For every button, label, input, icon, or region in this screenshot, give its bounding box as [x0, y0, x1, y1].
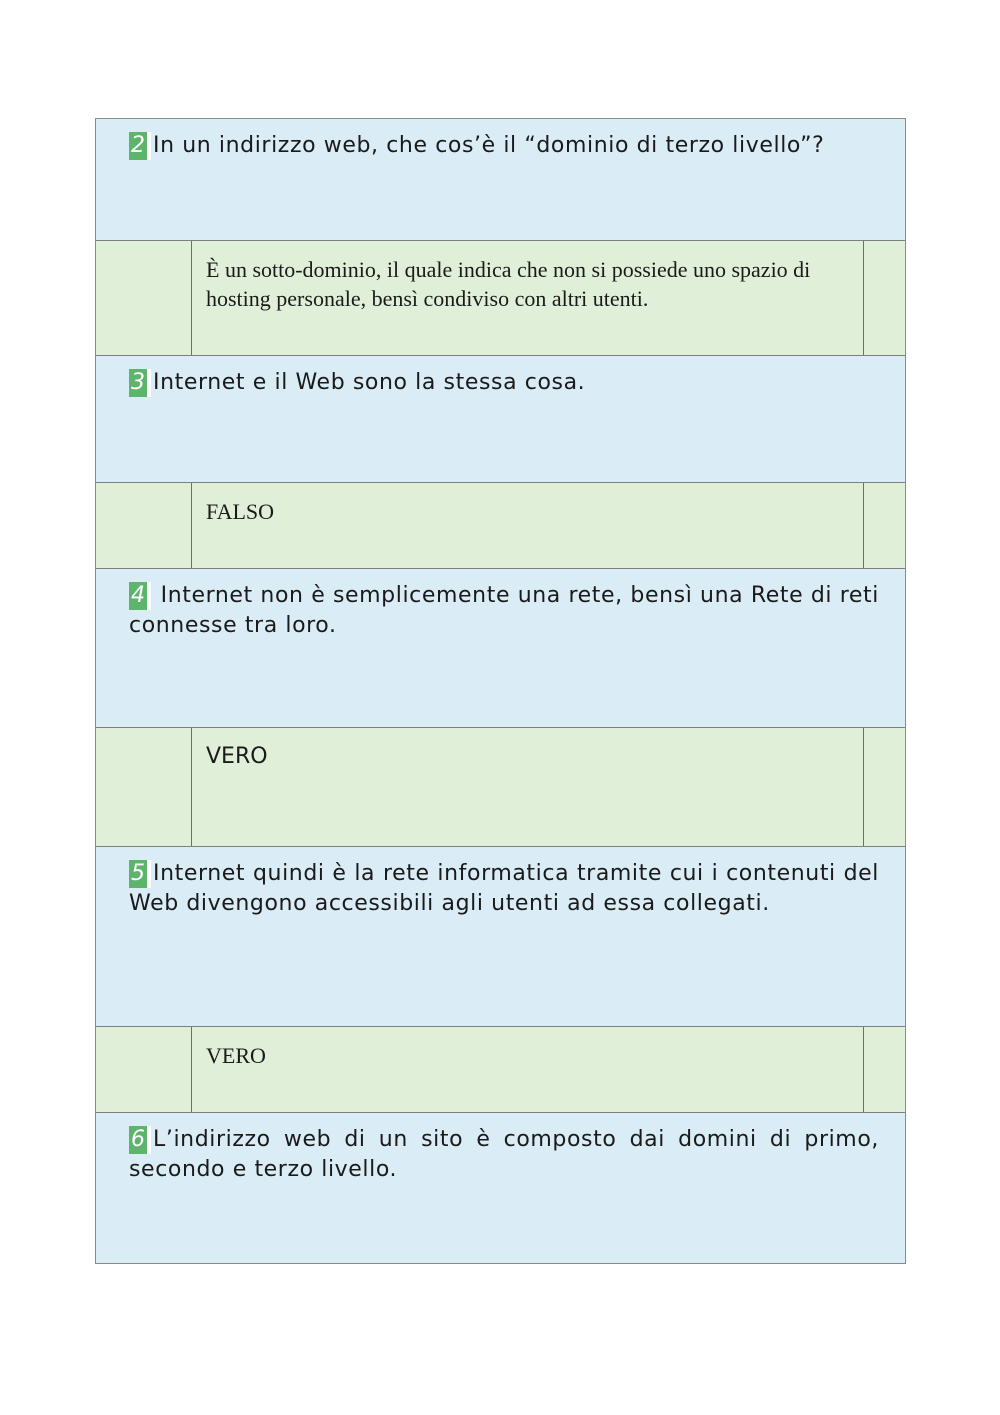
answer-left-cell — [96, 1027, 192, 1112]
question-number-badge: 3 — [131, 370, 145, 395]
question-text: Internet e il Web sono la stessa cosa. — [153, 370, 586, 395]
question-number-badge: 6 — [131, 1127, 145, 1152]
answer-text: VERO — [206, 1043, 266, 1068]
answer-text: FALSO — [206, 499, 275, 524]
answer-cell — [192, 241, 864, 355]
answer-right-cell — [864, 241, 905, 355]
answer-row — [96, 1027, 905, 1113]
answer-left-cell — [96, 728, 192, 846]
question-text: L’indirizzo web di un sito è composto dai domini di primo, secondo e terzo livello. — [129, 1127, 879, 1182]
answer-right-cell — [864, 1027, 905, 1112]
question-row — [96, 356, 905, 483]
question-row — [96, 1113, 905, 1263]
question-text: Internet non è semplicemente una rete, bensì una Rete di reti connesse tra loro. — [129, 583, 879, 638]
answer-row — [96, 241, 905, 356]
question-text: In un indirizzo web, che cos’è il “dominio di terzo livello”? — [153, 133, 825, 158]
question-number-badge: 2 — [131, 133, 145, 158]
answer-row — [96, 483, 905, 569]
quiz-table — [95, 118, 906, 1264]
answer-cell — [192, 483, 864, 568]
answer-row — [96, 728, 905, 847]
answer-cell — [192, 1027, 864, 1112]
question-row — [96, 119, 905, 241]
answer-text: VERO — [206, 744, 268, 769]
question-number-badge: 5 — [131, 861, 145, 886]
answer-right-cell — [864, 483, 905, 568]
question-number-badge: 4 — [131, 583, 145, 608]
answer-left-cell — [96, 483, 192, 568]
question-row — [96, 847, 905, 1027]
answer-cell — [192, 728, 864, 846]
question-text: Internet quindi è la rete informatica tramite cui i contenuti del Web divengono accessibili agli utenti ad essa collegati. — [129, 861, 879, 916]
question-row — [96, 569, 905, 728]
answer-text: È un sotto-dominio, il quale indica che non si possiede uno spazio di hosting personale, bensì condiviso con altri utenti. — [206, 257, 811, 311]
answer-right-cell — [864, 728, 905, 846]
answer-left-cell — [96, 241, 192, 355]
